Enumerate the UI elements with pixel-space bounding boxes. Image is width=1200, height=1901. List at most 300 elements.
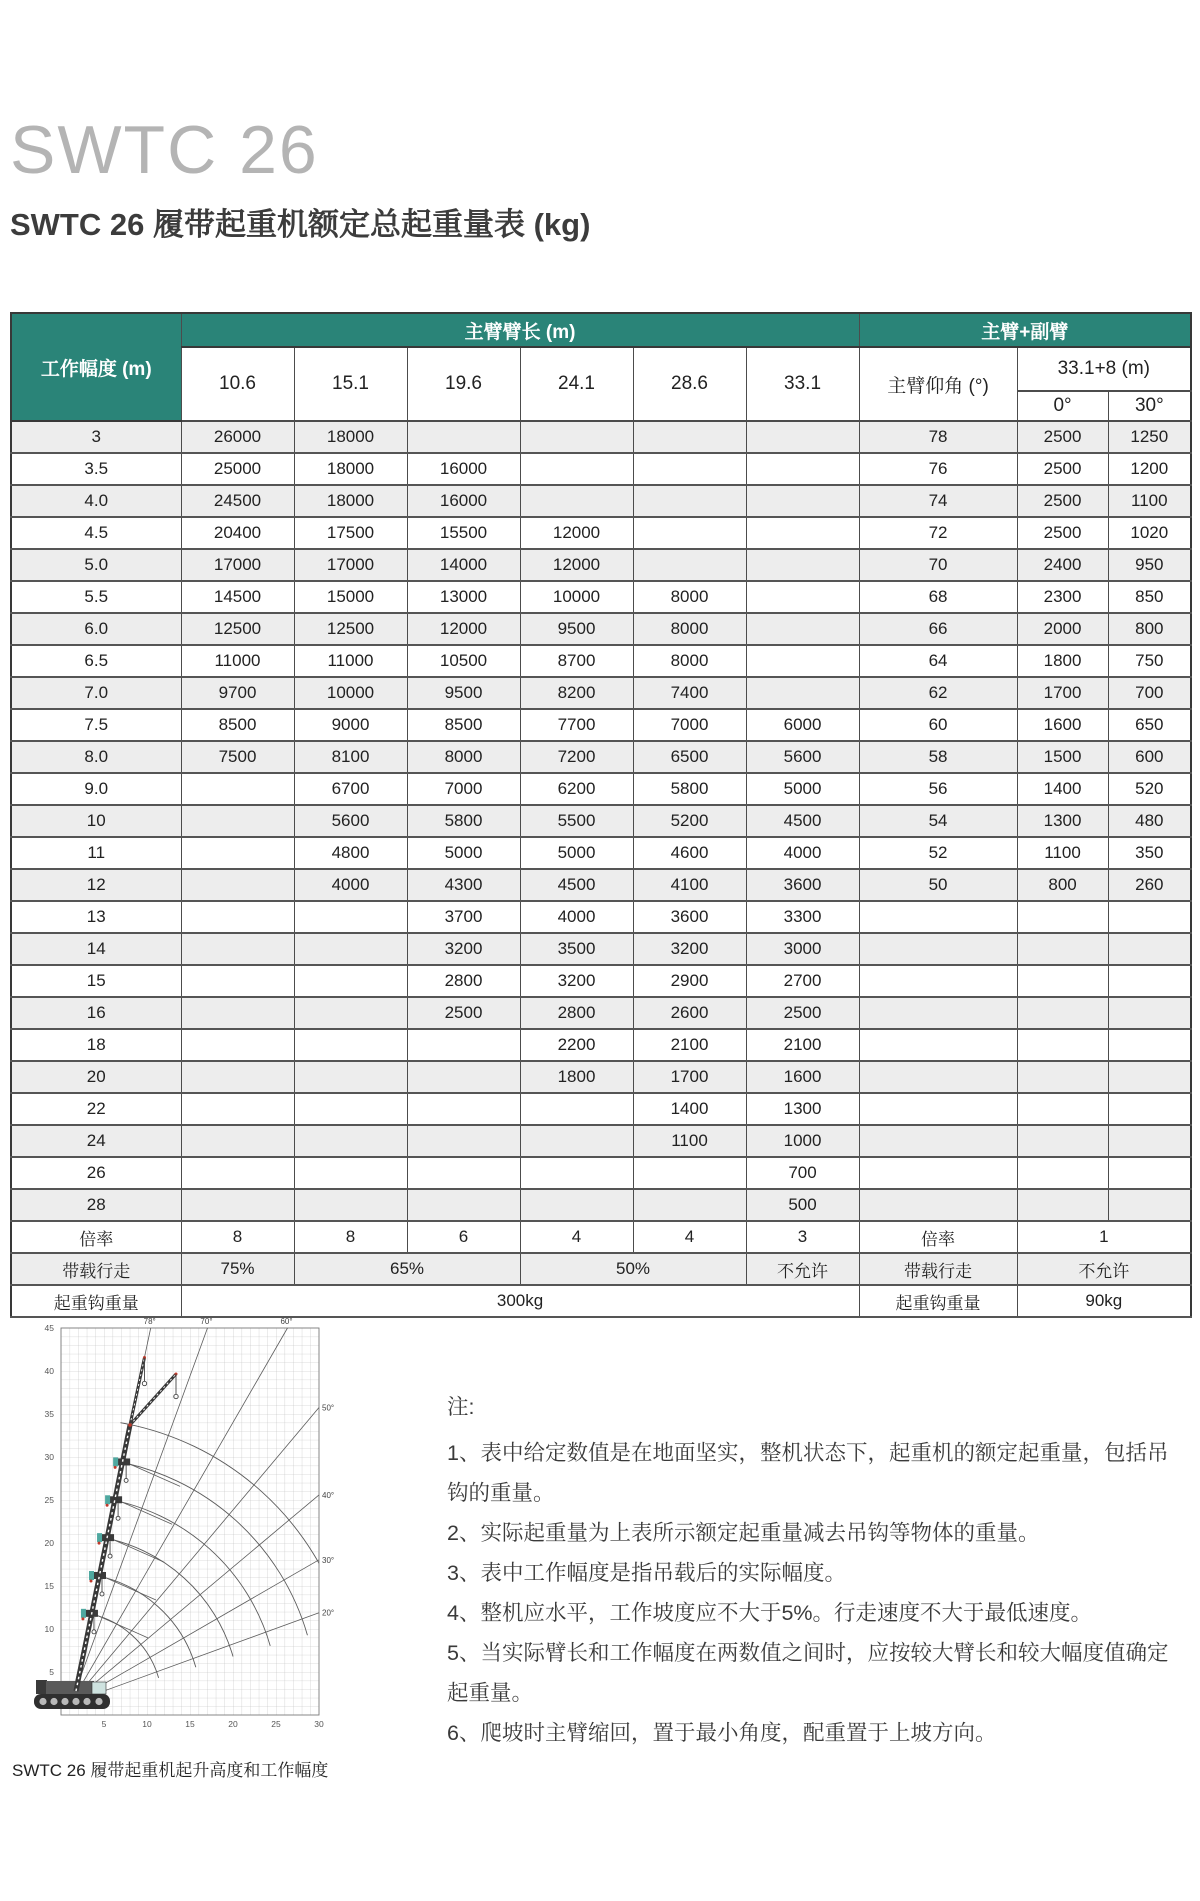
multiplier-cell: 4 bbox=[520, 1221, 633, 1253]
capacity-cell: 2800 bbox=[407, 965, 520, 997]
capacity-cell: 4100 bbox=[633, 869, 746, 901]
capacity-cell bbox=[294, 1061, 407, 1093]
capacity-cell: 1300 bbox=[746, 1093, 859, 1125]
capacity-cell: 4300 bbox=[407, 869, 520, 901]
jib-capacity-cell: 1020 bbox=[1108, 517, 1191, 549]
capacity-cell bbox=[181, 869, 294, 901]
capacity-cell bbox=[294, 997, 407, 1029]
boom-angle-cell: 62 bbox=[859, 677, 1017, 709]
radius-cell: 10 bbox=[11, 805, 181, 837]
capacity-cell bbox=[407, 1157, 520, 1189]
capacity-cell bbox=[633, 421, 746, 453]
capacity-cell: 16000 bbox=[407, 453, 520, 485]
table-row bbox=[11, 421, 1191, 453]
table-row bbox=[11, 805, 1191, 837]
multiplier-cell: 3 bbox=[746, 1221, 859, 1253]
capacity-cell bbox=[181, 1061, 294, 1093]
table-row bbox=[11, 901, 1191, 933]
capacity-cell: 7000 bbox=[633, 709, 746, 741]
capacity-cell: 10000 bbox=[520, 581, 633, 613]
jib-capacity-cell: 650 bbox=[1108, 709, 1191, 741]
notes-list bbox=[447, 1434, 1182, 1754]
jib-capacity-cell: 1100 bbox=[1017, 837, 1108, 869]
capacity-cell: 4800 bbox=[294, 837, 407, 869]
capacity-cell bbox=[520, 1093, 633, 1125]
capacity-cell: 4600 bbox=[633, 837, 746, 869]
capacity-cell: 14500 bbox=[181, 581, 294, 613]
radius-cell: 3 bbox=[11, 421, 181, 453]
capacity-cell: 2700 bbox=[746, 965, 859, 997]
jib-capacity-cell: 2500 bbox=[1017, 485, 1108, 517]
boom-angle-cell: 58 bbox=[859, 741, 1017, 773]
multiplier-cell: 6 bbox=[407, 1221, 520, 1253]
header-jib-0: 0° bbox=[1017, 391, 1108, 421]
capacity-cell bbox=[633, 485, 746, 517]
radius-cell: 24 bbox=[11, 1125, 181, 1157]
header-boom-33-1: 33.1 bbox=[746, 347, 859, 421]
capacity-cell: 20400 bbox=[181, 517, 294, 549]
capacity-cell bbox=[407, 1125, 520, 1157]
capacity-cell bbox=[633, 1157, 746, 1189]
header-jib-group: 主臂+副臂 bbox=[859, 313, 1191, 347]
travel-cell: 不允许 bbox=[746, 1253, 859, 1285]
jib-travel-cell: 不允许 bbox=[1017, 1253, 1191, 1285]
travel-cell: 50% bbox=[520, 1253, 746, 1285]
header-main-boom-group: 主臂臂长 (m) bbox=[181, 313, 859, 347]
table-row bbox=[11, 933, 1191, 965]
capacity-cell: 5800 bbox=[407, 805, 520, 837]
multiplier-cell: 8 bbox=[181, 1221, 294, 1253]
table-row bbox=[11, 709, 1191, 741]
boom-angle-cell bbox=[859, 1157, 1017, 1189]
multiplier-cell: 4 bbox=[633, 1221, 746, 1253]
boom-angle-cell: 50 bbox=[859, 869, 1017, 901]
capacity-cell: 6500 bbox=[633, 741, 746, 773]
boom-angle-cell: 68 bbox=[859, 581, 1017, 613]
jib-capacity-cell: 260 bbox=[1108, 869, 1191, 901]
capacity-cell: 10000 bbox=[294, 677, 407, 709]
note-item: 5、当实际臂长和工作幅度在两数值之间时，应按较大臂长和较大幅度值确定起重量。 bbox=[447, 1640, 1169, 1705]
capacity-cell bbox=[633, 453, 746, 485]
capacity-cell bbox=[746, 677, 859, 709]
capacity-cell bbox=[181, 1093, 294, 1125]
capacity-cell bbox=[407, 1029, 520, 1061]
table-row bbox=[11, 613, 1191, 645]
table-row bbox=[11, 1125, 1191, 1157]
jib-capacity-cell bbox=[1108, 1061, 1191, 1093]
header-jib-length: 33.1+8 (m) bbox=[1017, 347, 1191, 391]
capacity-cell: 4000 bbox=[746, 837, 859, 869]
header-boom-10-6: 10.6 bbox=[181, 347, 294, 421]
radius-cell: 7.5 bbox=[11, 709, 181, 741]
angle-label-right: 50° bbox=[322, 1403, 335, 1413]
angle-label-top: 78° bbox=[143, 1317, 156, 1326]
chart-grid bbox=[61, 1328, 319, 1715]
y-tick-label: 45 bbox=[44, 1323, 54, 1333]
y-tick-label: 30 bbox=[44, 1452, 54, 1462]
radius-cell: 4.0 bbox=[11, 485, 181, 517]
jib-capacity-cell bbox=[1017, 965, 1108, 997]
table-row bbox=[11, 517, 1191, 549]
capacity-cell: 8100 bbox=[294, 741, 407, 773]
capacity-cell: 9500 bbox=[407, 677, 520, 709]
capacity-cell: 3200 bbox=[520, 965, 633, 997]
load-chart-table bbox=[10, 312, 1192, 1318]
travel-label-cell: 带载行走 bbox=[11, 1253, 181, 1285]
capacity-cell: 2500 bbox=[746, 997, 859, 1029]
capacity-cell bbox=[181, 773, 294, 805]
capacity-cell bbox=[181, 901, 294, 933]
capacity-cell: 8000 bbox=[633, 581, 746, 613]
note-item: 2、实际起重量为上表所示额定起重量减去吊钩等物体的重量。 bbox=[447, 1520, 1040, 1545]
capacity-cell bbox=[520, 453, 633, 485]
table-row bbox=[11, 453, 1191, 485]
chart-caption: SWTC 26 履带起重机起升高度和工作幅度 bbox=[12, 1761, 329, 1780]
jib-capacity-cell: 700 bbox=[1108, 677, 1191, 709]
x-tick-label: 25 bbox=[271, 1719, 281, 1729]
capacity-cell: 3500 bbox=[520, 933, 633, 965]
jib-capacity-cell: 1200 bbox=[1108, 453, 1191, 485]
lifting-height-chart bbox=[6, 1295, 356, 1765]
capacity-cell: 1600 bbox=[746, 1061, 859, 1093]
jib-capacity-cell: 1500 bbox=[1017, 741, 1108, 773]
capacity-cell bbox=[294, 1093, 407, 1125]
radius-cell: 18 bbox=[11, 1029, 181, 1061]
capacity-cell bbox=[181, 1125, 294, 1157]
boom-angle-cell: 56 bbox=[859, 773, 1017, 805]
capacity-cell bbox=[520, 421, 633, 453]
travel-cell: 75% bbox=[181, 1253, 294, 1285]
jib-capacity-cell: 1800 bbox=[1017, 645, 1108, 677]
y-tick-label: 25 bbox=[44, 1495, 54, 1505]
capacity-cell bbox=[746, 613, 859, 645]
jib-capacity-cell: 950 bbox=[1108, 549, 1191, 581]
radius-cell: 7.0 bbox=[11, 677, 181, 709]
capacity-cell: 8700 bbox=[520, 645, 633, 677]
capacity-cell bbox=[294, 901, 407, 933]
capacity-cell: 8200 bbox=[520, 677, 633, 709]
capacity-cell: 6000 bbox=[746, 709, 859, 741]
capacity-cell: 26000 bbox=[181, 421, 294, 453]
capacity-cell: 7000 bbox=[407, 773, 520, 805]
jib-capacity-cell: 2300 bbox=[1017, 581, 1108, 613]
capacity-cell: 12500 bbox=[181, 613, 294, 645]
jib-capacity-cell bbox=[1017, 933, 1108, 965]
radius-cell: 6.0 bbox=[11, 613, 181, 645]
x-tick-label: 5 bbox=[101, 1719, 107, 1729]
boom-angle-cell: 54 bbox=[859, 805, 1017, 837]
capacity-cell: 2100 bbox=[746, 1029, 859, 1061]
capacity-cell: 12000 bbox=[520, 549, 633, 581]
capacity-cell: 25000 bbox=[181, 453, 294, 485]
capacity-cell bbox=[407, 421, 520, 453]
jib-capacity-cell: 850 bbox=[1108, 581, 1191, 613]
capacity-cell: 5200 bbox=[633, 805, 746, 837]
jib-capacity-cell bbox=[1108, 1157, 1191, 1189]
table-title: SWTC 26 履带起重机额定总起重量表 (kg) bbox=[10, 207, 591, 242]
jib-capacity-cell: 1400 bbox=[1017, 773, 1108, 805]
hook-label-cell: 起重钩重量 bbox=[11, 1285, 181, 1317]
x-tick-label: 30 bbox=[314, 1719, 324, 1729]
capacity-cell: 9700 bbox=[181, 677, 294, 709]
capacity-cell: 5800 bbox=[633, 773, 746, 805]
jib-capacity-cell: 2500 bbox=[1017, 517, 1108, 549]
capacity-cell bbox=[407, 1189, 520, 1221]
capacity-cell: 500 bbox=[746, 1189, 859, 1221]
jib-capacity-cell bbox=[1017, 1093, 1108, 1125]
boom-angle-cell bbox=[859, 1061, 1017, 1093]
jib-capacity-cell: 520 bbox=[1108, 773, 1191, 805]
angle-label-top: 70° bbox=[200, 1317, 213, 1326]
capacity-cell: 5000 bbox=[407, 837, 520, 869]
boom-angle-cell bbox=[859, 965, 1017, 997]
capacity-cell bbox=[633, 1189, 746, 1221]
table-row bbox=[11, 549, 1191, 581]
boom-angle-cell bbox=[859, 1029, 1017, 1061]
capacity-cell bbox=[181, 1157, 294, 1189]
jib-capacity-cell bbox=[1017, 1061, 1108, 1093]
boom-angle-cell: 70 bbox=[859, 549, 1017, 581]
table-row bbox=[11, 1093, 1191, 1125]
capacity-cell: 15500 bbox=[407, 517, 520, 549]
header-radius: 工作幅度 (m) bbox=[11, 313, 181, 421]
jib-capacity-cell: 800 bbox=[1108, 613, 1191, 645]
jib-capacity-cell: 2500 bbox=[1017, 421, 1108, 453]
angle-label-top: 60° bbox=[280, 1317, 293, 1326]
table-row bbox=[11, 997, 1191, 1029]
table-row bbox=[11, 581, 1191, 613]
capacity-cell: 2200 bbox=[520, 1029, 633, 1061]
table-row bbox=[11, 1157, 1191, 1189]
y-tick-label: 5 bbox=[49, 1667, 54, 1677]
jib-capacity-cell bbox=[1108, 1125, 1191, 1157]
capacity-cell: 9000 bbox=[294, 709, 407, 741]
page-title: SWTC 26 bbox=[10, 112, 319, 188]
header-boom-19-6: 19.6 bbox=[407, 347, 520, 421]
jib-capacity-cell bbox=[1017, 1029, 1108, 1061]
radius-cell: 20 bbox=[11, 1061, 181, 1093]
capacity-cell: 9500 bbox=[520, 613, 633, 645]
jib-capacity-cell bbox=[1017, 901, 1108, 933]
multiplier-row bbox=[11, 1221, 1191, 1253]
capacity-cell: 7200 bbox=[520, 741, 633, 773]
boom-angle-cell: 60 bbox=[859, 709, 1017, 741]
jib-capacity-cell: 1250 bbox=[1108, 421, 1191, 453]
capacity-cell: 2100 bbox=[633, 1029, 746, 1061]
angle-label-right: 40° bbox=[322, 1490, 335, 1500]
y-tick-label: 20 bbox=[44, 1538, 54, 1548]
capacity-cell: 3000 bbox=[746, 933, 859, 965]
capacity-cell: 7700 bbox=[520, 709, 633, 741]
jib-hook-label-cell: 起重钩重量 bbox=[859, 1285, 1017, 1317]
jib-capacity-cell bbox=[1108, 1189, 1191, 1221]
table-row bbox=[11, 645, 1191, 677]
jib-capacity-cell bbox=[1108, 997, 1191, 1029]
capacity-cell: 5000 bbox=[520, 837, 633, 869]
jib-travel-label-cell: 带载行走 bbox=[859, 1253, 1017, 1285]
y-tick-label: 15 bbox=[44, 1581, 54, 1591]
capacity-cell: 10500 bbox=[407, 645, 520, 677]
jib-capacity-cell: 1700 bbox=[1017, 677, 1108, 709]
capacity-cell: 14000 bbox=[407, 549, 520, 581]
jib-capacity-cell: 2400 bbox=[1017, 549, 1108, 581]
boom-angle-cell bbox=[859, 901, 1017, 933]
capacity-cell: 5000 bbox=[746, 773, 859, 805]
y-tick-label: 40 bbox=[44, 1366, 54, 1376]
capacity-cell: 11000 bbox=[294, 645, 407, 677]
boom-angle-cell bbox=[859, 997, 1017, 1029]
angle-label-right: 30° bbox=[322, 1555, 335, 1565]
boom-angle-cell: 76 bbox=[859, 453, 1017, 485]
table-row bbox=[11, 965, 1191, 997]
capacity-cell: 2500 bbox=[407, 997, 520, 1029]
capacity-cell bbox=[181, 805, 294, 837]
hook-value-cell: 300kg bbox=[181, 1285, 859, 1317]
jib-capacity-cell: 1100 bbox=[1108, 485, 1191, 517]
header-boom-angle: 主臂仰角 (°) bbox=[859, 347, 1017, 421]
angle-label-right: 20° bbox=[322, 1608, 335, 1618]
y-tick-label: 10 bbox=[44, 1624, 54, 1634]
capacity-cell: 5600 bbox=[746, 741, 859, 773]
table-row bbox=[11, 1029, 1191, 1061]
capacity-cell: 7400 bbox=[633, 677, 746, 709]
capacity-cell: 3600 bbox=[633, 901, 746, 933]
boom-angle-cell: 64 bbox=[859, 645, 1017, 677]
capacity-cell: 4500 bbox=[746, 805, 859, 837]
capacity-cell bbox=[294, 965, 407, 997]
capacity-cell: 2800 bbox=[520, 997, 633, 1029]
capacity-cell: 24500 bbox=[181, 485, 294, 517]
jib-capacity-cell bbox=[1017, 1125, 1108, 1157]
boom-angle-cell: 78 bbox=[859, 421, 1017, 453]
capacity-cell: 8000 bbox=[407, 741, 520, 773]
capacity-cell: 3300 bbox=[746, 901, 859, 933]
multiplier-label-cell: 倍率 bbox=[11, 1221, 181, 1253]
capacity-cell: 6700 bbox=[294, 773, 407, 805]
table-row bbox=[11, 485, 1191, 517]
radius-cell: 26 bbox=[11, 1157, 181, 1189]
capacity-cell bbox=[746, 581, 859, 613]
capacity-cell bbox=[633, 549, 746, 581]
capacity-cell: 3200 bbox=[633, 933, 746, 965]
y-tick-label: 35 bbox=[44, 1409, 54, 1419]
capacity-cell: 8500 bbox=[181, 709, 294, 741]
radius-cell: 4.5 bbox=[11, 517, 181, 549]
boom-angle-cell: 52 bbox=[859, 837, 1017, 869]
capacity-cell bbox=[633, 517, 746, 549]
table-row bbox=[11, 869, 1191, 901]
table-row bbox=[11, 1189, 1191, 1221]
capacity-cell: 18000 bbox=[294, 421, 407, 453]
capacity-cell bbox=[294, 1189, 407, 1221]
capacity-cell bbox=[520, 1157, 633, 1189]
jib-capacity-cell bbox=[1017, 997, 1108, 1029]
boom-angle-cell bbox=[859, 1093, 1017, 1125]
x-tick-label: 10 bbox=[142, 1719, 152, 1729]
boom-angle-cell: 74 bbox=[859, 485, 1017, 517]
x-tick-label: 15 bbox=[185, 1719, 195, 1729]
lifting-height-diagram bbox=[6, 1295, 356, 1765]
capacity-cell bbox=[520, 485, 633, 517]
capacity-cell bbox=[294, 1157, 407, 1189]
jib-capacity-cell: 2500 bbox=[1017, 453, 1108, 485]
capacity-cell bbox=[181, 1029, 294, 1061]
jib-capacity-cell bbox=[1108, 933, 1191, 965]
note-item: 6、爬坡时主臂缩回，置于最小角度，配重置于上坡方向。 bbox=[447, 1720, 997, 1745]
jib-capacity-cell bbox=[1017, 1157, 1108, 1189]
radius-cell: 5.0 bbox=[11, 549, 181, 581]
capacity-cell: 7500 bbox=[181, 741, 294, 773]
capacity-cell bbox=[746, 421, 859, 453]
capacity-cell: 15000 bbox=[294, 581, 407, 613]
capacity-cell bbox=[181, 997, 294, 1029]
boom-angle-cell: 66 bbox=[859, 613, 1017, 645]
capacity-cell: 8000 bbox=[633, 645, 746, 677]
radius-cell: 5.5 bbox=[11, 581, 181, 613]
capacity-cell bbox=[181, 1189, 294, 1221]
radius-cell: 3.5 bbox=[11, 453, 181, 485]
capacity-cell: 1000 bbox=[746, 1125, 859, 1157]
capacity-cell: 4500 bbox=[520, 869, 633, 901]
note-item: 3、表中工作幅度是指吊载后的实际幅度。 bbox=[447, 1560, 846, 1585]
table-row bbox=[11, 741, 1191, 773]
capacity-cell: 4000 bbox=[294, 869, 407, 901]
jib-multiplier-label-cell: 倍率 bbox=[859, 1221, 1017, 1253]
capacity-cell: 3700 bbox=[407, 901, 520, 933]
capacity-cell bbox=[746, 645, 859, 677]
capacity-cell: 12000 bbox=[407, 613, 520, 645]
notes-heading: 注: bbox=[447, 1395, 475, 1419]
capacity-cell bbox=[294, 1029, 407, 1061]
jib-capacity-cell bbox=[1108, 965, 1191, 997]
note-item: 4、整机应水平，工作坡度应不大于5%。行走速度不大于最低速度。 bbox=[447, 1600, 1093, 1625]
capacity-cell: 8000 bbox=[633, 613, 746, 645]
capacity-cell bbox=[520, 1125, 633, 1157]
table-row bbox=[11, 677, 1191, 709]
capacity-cell bbox=[407, 1061, 520, 1093]
header-jib-30: 30° bbox=[1108, 391, 1191, 421]
jib-hook-value-cell: 90kg bbox=[1017, 1285, 1191, 1317]
capacity-cell bbox=[520, 1189, 633, 1221]
jib-capacity-cell bbox=[1108, 1029, 1191, 1061]
jib-capacity-cell: 480 bbox=[1108, 805, 1191, 837]
note-item: 1、表中给定数值是在地面坚实，整机状态下，起重机的额定起重量，包括吊钩的重量。 bbox=[447, 1440, 1169, 1505]
radius-cell: 13 bbox=[11, 901, 181, 933]
capacity-cell: 3600 bbox=[746, 869, 859, 901]
boom-angle-cell bbox=[859, 1125, 1017, 1157]
header-boom-15-1: 15.1 bbox=[294, 347, 407, 421]
capacity-cell: 3200 bbox=[407, 933, 520, 965]
capacity-cell bbox=[746, 453, 859, 485]
capacity-cell bbox=[407, 1093, 520, 1125]
capacity-cell bbox=[181, 965, 294, 997]
capacity-cell: 16000 bbox=[407, 485, 520, 517]
capacity-cell bbox=[294, 1125, 407, 1157]
table-row bbox=[11, 773, 1191, 805]
radius-cell: 15 bbox=[11, 965, 181, 997]
jib-capacity-cell bbox=[1017, 1189, 1108, 1221]
travel-row bbox=[11, 1253, 1191, 1285]
jib-multiplier-cell: 1 bbox=[1017, 1221, 1191, 1253]
jib-capacity-cell: 800 bbox=[1017, 869, 1108, 901]
boom-angle-cell bbox=[859, 933, 1017, 965]
capacity-cell: 17000 bbox=[181, 549, 294, 581]
jib-capacity-cell: 1600 bbox=[1017, 709, 1108, 741]
capacity-cell bbox=[181, 837, 294, 869]
jib-capacity-cell: 350 bbox=[1108, 837, 1191, 869]
multiplier-cell: 8 bbox=[294, 1221, 407, 1253]
capacity-cell: 12500 bbox=[294, 613, 407, 645]
